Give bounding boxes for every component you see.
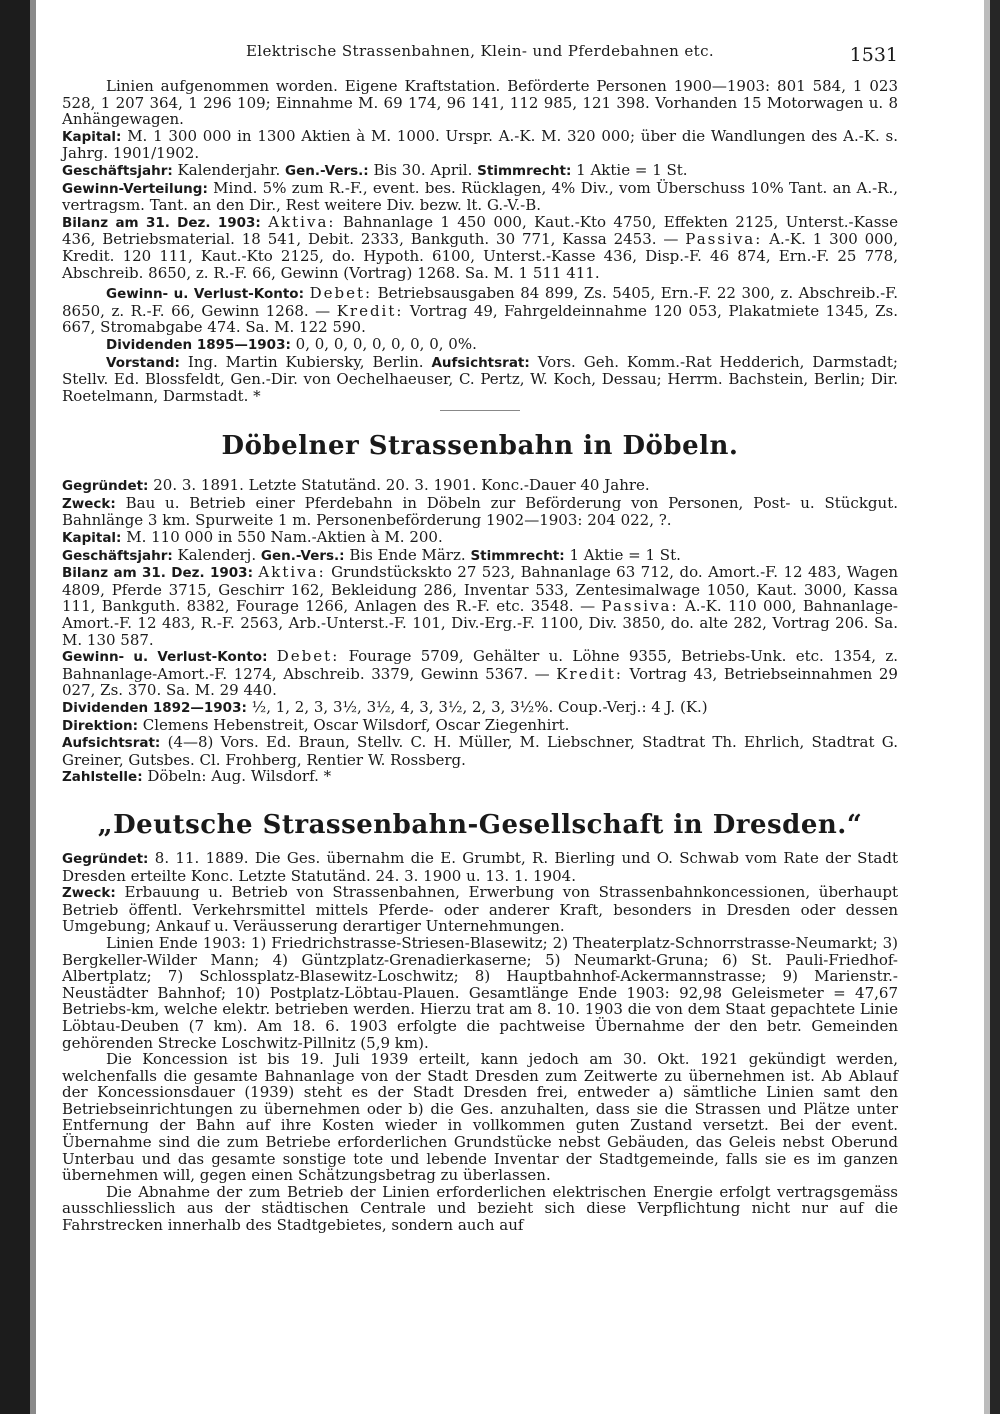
aktiva-word: Aktiva: <box>268 212 336 231</box>
zweck-text: Erbauung u. Betrieb von Strassenbahnen, Erwerbung von Strassenbahnkoncessionen, überhaupt Betrieb öffentl. Verkehrsmittel mittels Pferde- oder anderer Kraft, besonders in Dresden oder dessen Umgebung; Ankauf u. Veräusserung derartiger Unternehmungen. <box>62 883 898 936</box>
kapital-text: M. 110 000 in 550 Nam.-Aktien à M. 200. <box>126 528 443 547</box>
intro-paragraph: Linien aufgenommen worden. Eigene Kraftstation. Beförderte Personen 1900—1903: 801 584, 1 023 528, 1 207 364, 1 296 109; Einnahme M. 69 174, 96 141, 112 985, 121 398. Vorhanden 15 Motorwagen u. 8 Anhängewagen. <box>62 77 898 129</box>
passiva-text: A.-K. 110 000, Bahnanlage-Amort.-F. 12 483, R.-F. 2563, Arb.-Unterst.-F. 101, Div.-Erg.-F. 1100, Div. 3850, do. alte 282, Vortrag 206. Sa. M. 130 587. <box>62 597 898 649</box>
scan-edge-left <box>0 0 30 1414</box>
guv-entry <box>62 648 898 699</box>
geschaeftsjahr-text: Kalenderjahr. <box>177 160 281 179</box>
gen-vers-label: Gen.-Vers.: <box>260 547 345 564</box>
passiva-text: A.-K. 1 300 000, Kredit. 120 111, Kaut.-Kto 2125, do. Hypoth. 6100, Unterst.-Kasse 436, Disp.-F. 46 874, Ern.-F. 25 778, Abschreib. 8650, z. R.-F. 66, Gewinn (Vortrag) 1268. Sa. M. 1 511 411. <box>62 230 898 282</box>
aufsichtsrat-label: Aufsichtsrat: <box>62 735 161 752</box>
debet-word: Debet: <box>309 284 373 303</box>
kapital-label: Kapital: <box>62 530 122 547</box>
kredit-word: Kredit: <box>556 664 623 683</box>
aktiva-word: Aktiva: <box>258 563 326 582</box>
aufsichtsrat-text: Vors. Geh. Komm.-Rat Hedderich, Darmstadt; Stellv. Ed. Blossfeldt, Gen.-Dir. von Oechelhaeuser, C. Pertz, W. Koch, Dessau; Herrm. Bachstein, Berlin; Dir. Roetelmann, Darmstadt. * <box>62 352 898 405</box>
bilanz-entry <box>62 564 898 648</box>
kapital-entry <box>62 128 898 162</box>
geschaeftsjahr-entry <box>62 162 898 180</box>
guv-entry <box>62 285 898 336</box>
gegruendet-label: Gegründet: <box>62 850 149 867</box>
section-continued-entry <box>62 78 898 411</box>
scan-edge-right <box>990 0 1000 1414</box>
aktiva-text: Grundstückskto 27 523, Bahnanlage 63 712, do. Amort.-F. 12 483, Wagen 4809, Pferde 3715, Geschirr 162, Bekleidung 286, Inventar 533, Zentesimalwage 1050, Kaut. 3000, Kassa 111, Bankguth. 8382, Fourage 1266, Anlagen des R.-F. etc. 3548. — <box>62 563 898 616</box>
direktion-label: Direktion: <box>62 717 138 734</box>
geschaeftsjahr-entry <box>62 547 898 565</box>
gegruendet-entry <box>62 477 898 495</box>
dividenden-label: Dividenden 1895—1903: <box>106 336 291 353</box>
document-page <box>62 30 898 1400</box>
stimmrecht-label: Stimmrecht: <box>470 547 565 564</box>
running-header <box>62 30 898 66</box>
bilanz-label: Bilanz am 31. Dez. 1903: <box>62 214 261 231</box>
zahlstelle-label: Zahlstelle: <box>62 769 143 786</box>
section-doebelner-strassenbahn <box>62 431 898 786</box>
gegruendet-text: 20. 3. 1891. Letzte Statutänd. 20. 3. 1901. Konc.-Dauer 40 Jahre. <box>153 476 650 495</box>
dividenden-entry <box>62 699 898 717</box>
running-title: Elektrische Strassenbahnen, Klein- und Pferdebahnen etc. <box>245 42 715 60</box>
geschaeftsjahr-label: Geschäftsjahr: <box>62 162 173 179</box>
kapital-label: Kapital: <box>62 128 122 145</box>
zahlstelle-text: Döbeln: Aug. Wilsdorf. * <box>147 767 332 786</box>
vorstand-entry <box>62 354 898 405</box>
section-title: Döbelner Strassenbahn in Döbeln. <box>221 431 739 462</box>
kredit-word: Kredit: <box>336 301 404 320</box>
vorstand-label: Vorstand: <box>106 354 180 371</box>
gewinn-verteilung-entry <box>62 180 898 214</box>
passiva-word: Passiva: <box>601 597 679 616</box>
gegruendet-text: 8. 11. 1889. Die Ges. übernahm die E. Grumbt, R. Bierling und O. Schwab vom Rate der Stadt Dresden erteilte Konc. Letzte Statutänd. 24. 3. 1900 u. 13. 1. 1904. <box>62 848 898 885</box>
dividenden-text: 0, 0, 0, 0, 0, 0, 0, 0, 0%. <box>295 334 477 353</box>
gegruendet-entry <box>62 850 898 884</box>
vorstand-text: Ing. Martin Kubiersky, Berlin. <box>187 352 424 371</box>
gegruendet-label: Gegründet: <box>62 478 149 495</box>
dividenden-label: Dividenden 1892—1903: <box>62 700 247 716</box>
aufsichtsrat-entry <box>62 734 898 768</box>
dividenden-entry <box>62 336 898 354</box>
debet-text: Fourage 5709, Gehälter u. Löhne 9355, Betriebs-Unk. etc. 1354, z. Bahnanlage-Amort.-F. 1274, Abschreib. 3379, Gewinn 5367. — <box>62 647 898 683</box>
section-title: „Deutsche Strassenbahn-Gesellschaft in Dresden.“ <box>97 809 863 840</box>
page-number: 1531 <box>849 44 898 66</box>
dividenden-text: ½, 1, 2, 3, 3½, 3½, 4, 3, 3½, 2, 3, 3½%. Coup.-Verj.: 4 J. (K.) <box>251 698 708 716</box>
gen-vers-label: Gen.-Vers.: <box>285 162 369 179</box>
geschaeftsjahr-text: Kalenderj. <box>177 545 257 564</box>
linien-paragraph: Linien Ende 1903: 1) Friedrichstrasse-Striesen-Blasewitz; 2) Theaterplatz-Schnorrstrasse-Neumarkt; 3) Bergkeller-Wilder Mann; 4) Güntzplatz-Grenadierkaserne; 5) Neumarkt-Gruna; 6) St. Pauli-Friedhof-Albertplatz; 7) Schlossplatz-Blasewitz-Loschwitz; 8) Hauptbahnhof-Ackermannstrasse; 9) Marienstr.-Neustädter Bahnhof; 10) Postplatz-Löbtau-Plauen. Gesamtlänge Ende 1903: 92,98 Geleismeter = 47,67 Betriebs-km, welche elektr. betrieben werden. Hierzu trat am 8. 10. 1903 die von dem Staat gepachtete Linie Löbtau-Deuben (7 km). Am 18. 6. 1903 erfolgte die pachtweise Übernahme der den betr. Gemeinden gehörenden Strecke Loschwitz-Pillnitz (5,9 km). <box>62 933 898 1052</box>
zweck-label: Zweck: <box>62 495 116 512</box>
kapital-text: M. 1 300 000 in 1300 Aktien à M. 1000. Urspr. A.-K. M. 320 000; über die Wandlungen des A.-K. s. Jahrg. 1901/1902. <box>62 126 898 163</box>
stimmrecht-text: 1 Aktie = 1 St. <box>576 160 688 179</box>
bilanz-label: Bilanz am 31. Dez. 1903: <box>62 565 253 582</box>
guv-label: Gewinn- u. Verlust-Konto: <box>106 286 304 303</box>
section-divider <box>440 410 520 411</box>
zweck-text: Bau u. Betrieb einer Pferdebahn in Döbeln zur Beförderung von Personen, Post- u. Stückgut. Bahnlänge 3 km. Spurweite 1 m. Personenbeförderung 1902—1903: 204 022, ?. <box>62 493 898 530</box>
zweck-entry <box>62 495 898 529</box>
kredit-text: Vortrag 43, Betriebseinnahmen 29 027, Zs. 370. Sa. M. 29 440. <box>62 664 898 700</box>
stimmrecht-label: Stimmrecht: <box>477 162 572 179</box>
debet-text: Betriebsausgaben 84 899, Zs. 5405, Ern.-F. 22 300, z. Abschreib.-F. 8650, z. R.-F. 66, Gewinn 1268. — <box>62 284 898 320</box>
guv-label: Gewinn- u. Verlust-Konto: <box>62 649 268 666</box>
gen-vers-text: Bis Ende März. <box>349 545 466 564</box>
bilanz-entry <box>62 214 898 281</box>
zahlstelle-entry <box>62 768 898 786</box>
scan-edge-left-shadow <box>30 0 36 1414</box>
passiva-word: Passiva: <box>685 230 763 249</box>
direktion-text: Clemens Hebenstreit, Oscar Wilsdorf, Oscar Ziegenhirt. <box>142 715 570 734</box>
zweck-label: Zweck: <box>62 885 116 902</box>
koncession-paragraph: Die Koncession ist bis 19. Juli 1939 erteilt, kann jedoch am 30. Okt. 1921 gekündigt werden, welchenfalls die gesamte Bahnanlage von der Stadt Dresden zum Zeitwerte zu übernehmen ist. Ab Ablauf der Koncessionsdauer (1939) steht es der Stadt Dresden frei, entweder a) sämtliche Linien samt den Betriebseinrichtungen zu übernehmen oder b) die Ges. anzuhalten, dass sie die Strassen und Plätze unter Entfernung der Bahn auf ihre Kosten wieder in vollkommen guten Zustand versetzt. Bei der event. Übernahme sind die zum Betriebe erforderlichen Grundstücke nebst Gebäuden, das Geleis nebst Oberund Unterbau und das gesamte sonstige tote und lebende Inventar der Stadtgemeinde, falls sie es im ganzen übernehmen will, gegen einen Schätzungsbetrag zu überlassen. <box>62 1050 898 1185</box>
stimmrecht-text: 1 Aktie = 1 St. <box>569 545 681 564</box>
kredit-text: Vortrag 49, Fahrgeldeinnahme 120 053, Plakatmiete 1345, Zs. 667, Stromabgabe 474. Sa. M. 122 590. <box>62 301 898 337</box>
aufsichtsrat-label: Aufsichtsrat: <box>431 354 530 371</box>
zweck-entry <box>62 884 898 935</box>
gewinn-verteilung-label: Gewinn-Verteilung: <box>62 180 208 197</box>
kapital-entry <box>62 529 898 547</box>
gen-vers-text: Bis 30. April. <box>373 160 473 179</box>
abnahme-paragraph: Die Abnahme der zum Betrieb der Linien erforderlichen elektrischen Energie erfolgt vertragsgemäss ausschliesslich aus der städtischen Centrale und bezieht sich diese Verpflichtung nicht nur auf die Fahrstrecken innerhalb des Stadtgebietes, sondern auch auf <box>62 1182 898 1235</box>
gewinn-verteilung-text: Mind. 5% zum R.-F., event. bes. Rücklagen, 4% Div., vom Überschuss 10% Tant. an A.-R., vertragsm. Tant. an den Dir., Rest weitere Div. bezw. lt. G.-V.-B. <box>62 178 898 215</box>
direktion-entry <box>62 717 898 735</box>
geschaeftsjahr-label: Geschäftsjahr: <box>62 547 173 564</box>
aufsichtsrat-text: (4—8) Vors. Ed. Braun, Stellv. C. H. Müller, M. Liebschner, Stadtrat Th. Ehrlich, Stadtrat G. Greiner, Gutsbes. Cl. Frohberg, Rentier W. Rossberg. <box>62 733 898 769</box>
section-deutsche-strassenbahn-gesellschaft <box>62 810 898 1234</box>
debet-word: Debet: <box>276 647 340 666</box>
aktiva-text: Bahnanlage 1 450 000, Kaut.-Kto 4750, Effekten 2125, Unterst.-Kasse 436, Betriebsmaterial. 18 541, Debit. 2333, Bankguth. 30 771, Kassa 2453. — <box>62 212 898 249</box>
